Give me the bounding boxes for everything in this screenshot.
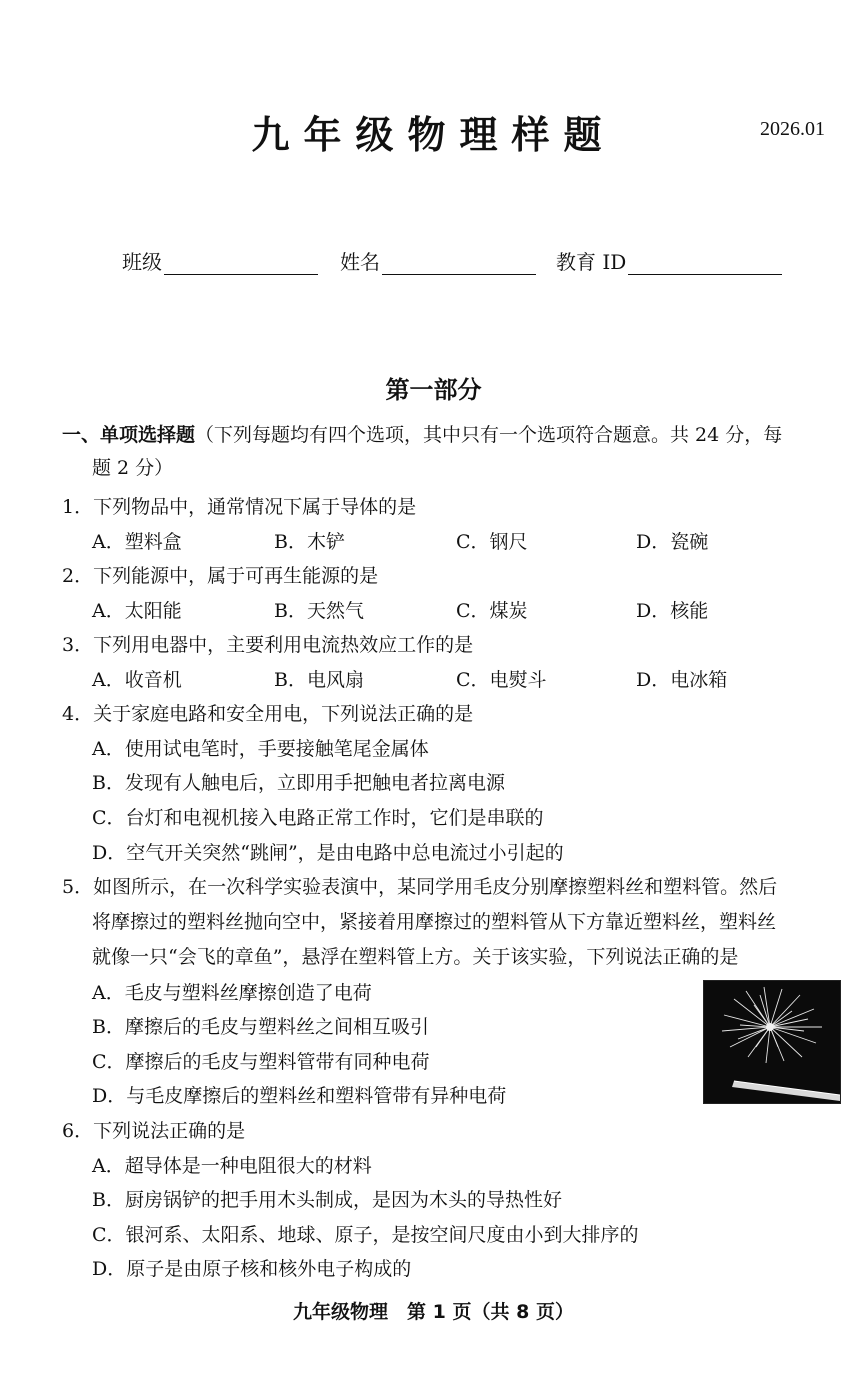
question-1 — [62, 494, 416, 520]
q4-option-a[interactable]: A．使用试电笔时，手要接触笔尾金属体 — [92, 738, 429, 760]
question-6 — [62, 1118, 245, 1144]
q6-option-d[interactable]: D．原子是由原子核和核外电子构成的 — [92, 1258, 412, 1280]
part-title: 第一部分 — [385, 376, 482, 404]
name-label: 姓名 — [340, 250, 380, 274]
question-stem: 下列物品中，通常情况下属于导体的是 — [93, 496, 417, 518]
q5-option-b[interactable]: B．摩擦后的毛皮与塑料丝之间相互吸引 — [92, 1016, 429, 1038]
q6-option-b[interactable]: B．厨房锅铲的把手用木头制成，是因为木头的导热性好 — [92, 1189, 562, 1211]
q5-option-a[interactable]: A．毛皮与塑料丝摩擦创造了电荷 — [92, 982, 372, 1004]
q6-option-c[interactable]: C．银河系、太阳系、地球、原子，是按空间尺度由小到大排序的 — [92, 1224, 639, 1246]
question-stem-line3: 就像一只“会飞的章鱼”，悬浮在塑料管上方。关于该实验，下列说法正确的是 — [92, 946, 739, 968]
id-blank[interactable] — [628, 252, 782, 275]
question-4 — [62, 701, 473, 727]
q2-option-b[interactable]: B．天然气 — [274, 600, 364, 622]
name-field[interactable] — [340, 246, 536, 275]
static-electricity-figure — [704, 981, 840, 1103]
q4-option-c[interactable]: C．台灯和电视机接入电路正常工作时，它们是串联的 — [92, 807, 544, 829]
q2-option-d[interactable]: D．核能 — [636, 600, 709, 622]
class-label: 班级 — [122, 250, 162, 274]
class-blank[interactable] — [164, 252, 318, 275]
flying-octopus-photo — [703, 980, 841, 1104]
q3-option-a[interactable]: A．收音机 — [92, 669, 182, 691]
q2-option-a[interactable]: A．太阳能 — [92, 600, 182, 622]
q4-option-d[interactable]: D．空气开关突然“跳闸”，是由电路中总电流过小引起的 — [92, 842, 564, 864]
q1-option-d[interactable]: D．瓷碗 — [636, 531, 709, 553]
page-footer: 九年级物理 第 1 页（共 8 页） — [293, 1301, 574, 1323]
q3-option-c[interactable]: C．电熨斗 — [456, 669, 547, 691]
exam-date: 2026.01 — [760, 118, 825, 140]
question-stem: 关于家庭电路和安全用电，下列说法正确的是 — [93, 703, 474, 725]
section-heading-line — [62, 422, 782, 448]
page-title: 九年级物理样题 — [251, 113, 616, 157]
question-number: 1． — [62, 496, 94, 518]
id-field[interactable] — [556, 246, 782, 275]
q5-option-d[interactable]: D．与毛皮摩擦后的塑料丝和塑料管带有异种电荷 — [92, 1085, 507, 1107]
question-number: 5． — [62, 876, 94, 898]
class-field[interactable] — [122, 246, 318, 275]
q5-option-c[interactable]: C．摩擦后的毛皮与塑料管带有同种电荷 — [92, 1051, 430, 1073]
section-heading: 一、单项选择题 — [62, 424, 196, 446]
section-desc-line2: 题 2 分） — [92, 457, 174, 479]
q1-option-a[interactable]: A．塑料盒 — [92, 531, 182, 553]
q6-option-a[interactable]: A．超导体是一种电阻很大的材料 — [92, 1155, 372, 1177]
q1-option-b[interactable]: B．木铲 — [274, 531, 345, 553]
question-3 — [62, 632, 473, 658]
name-blank[interactable] — [382, 252, 536, 275]
q3-option-b[interactable]: B．电风扇 — [274, 669, 364, 691]
question-5 — [62, 874, 777, 900]
question-number: 4． — [62, 703, 94, 725]
q2-option-c[interactable]: C．煤炭 — [456, 600, 528, 622]
question-stem-line2: 将摩擦过的塑料丝抛向空中，紧接着用摩擦过的塑料管从下方靠近塑料丝，塑料丝 — [92, 911, 777, 933]
plastic-tube — [732, 1081, 840, 1101]
section-desc-line1: （下列每题均有四个选项，其中只有一个选项符合题意。共 24 分，每 — [195, 424, 783, 446]
question-number: 2． — [62, 565, 94, 587]
q1-option-c[interactable]: C．钢尺 — [456, 531, 528, 553]
question-2 — [62, 563, 378, 589]
question-stem-line1: 如图所示，在一次科学实验表演中，某同学用毛皮分别摩擦塑料丝和塑料管。然后 — [93, 876, 778, 898]
q4-option-b[interactable]: B．发现有人触电后，立即用手把触电者拉离电源 — [92, 772, 505, 794]
q3-option-d[interactable]: D．电冰箱 — [636, 669, 728, 691]
strand-knot — [766, 1023, 774, 1031]
id-label: 教育 ID — [556, 250, 627, 274]
question-stem: 下列用电器中，主要利用电流热效应工作的是 — [93, 634, 474, 656]
question-number: 6． — [62, 1120, 94, 1142]
question-number: 3． — [62, 634, 94, 656]
question-stem: 下列说法正确的是 — [93, 1120, 246, 1142]
question-stem: 下列能源中，属于可再生能源的是 — [93, 565, 379, 587]
